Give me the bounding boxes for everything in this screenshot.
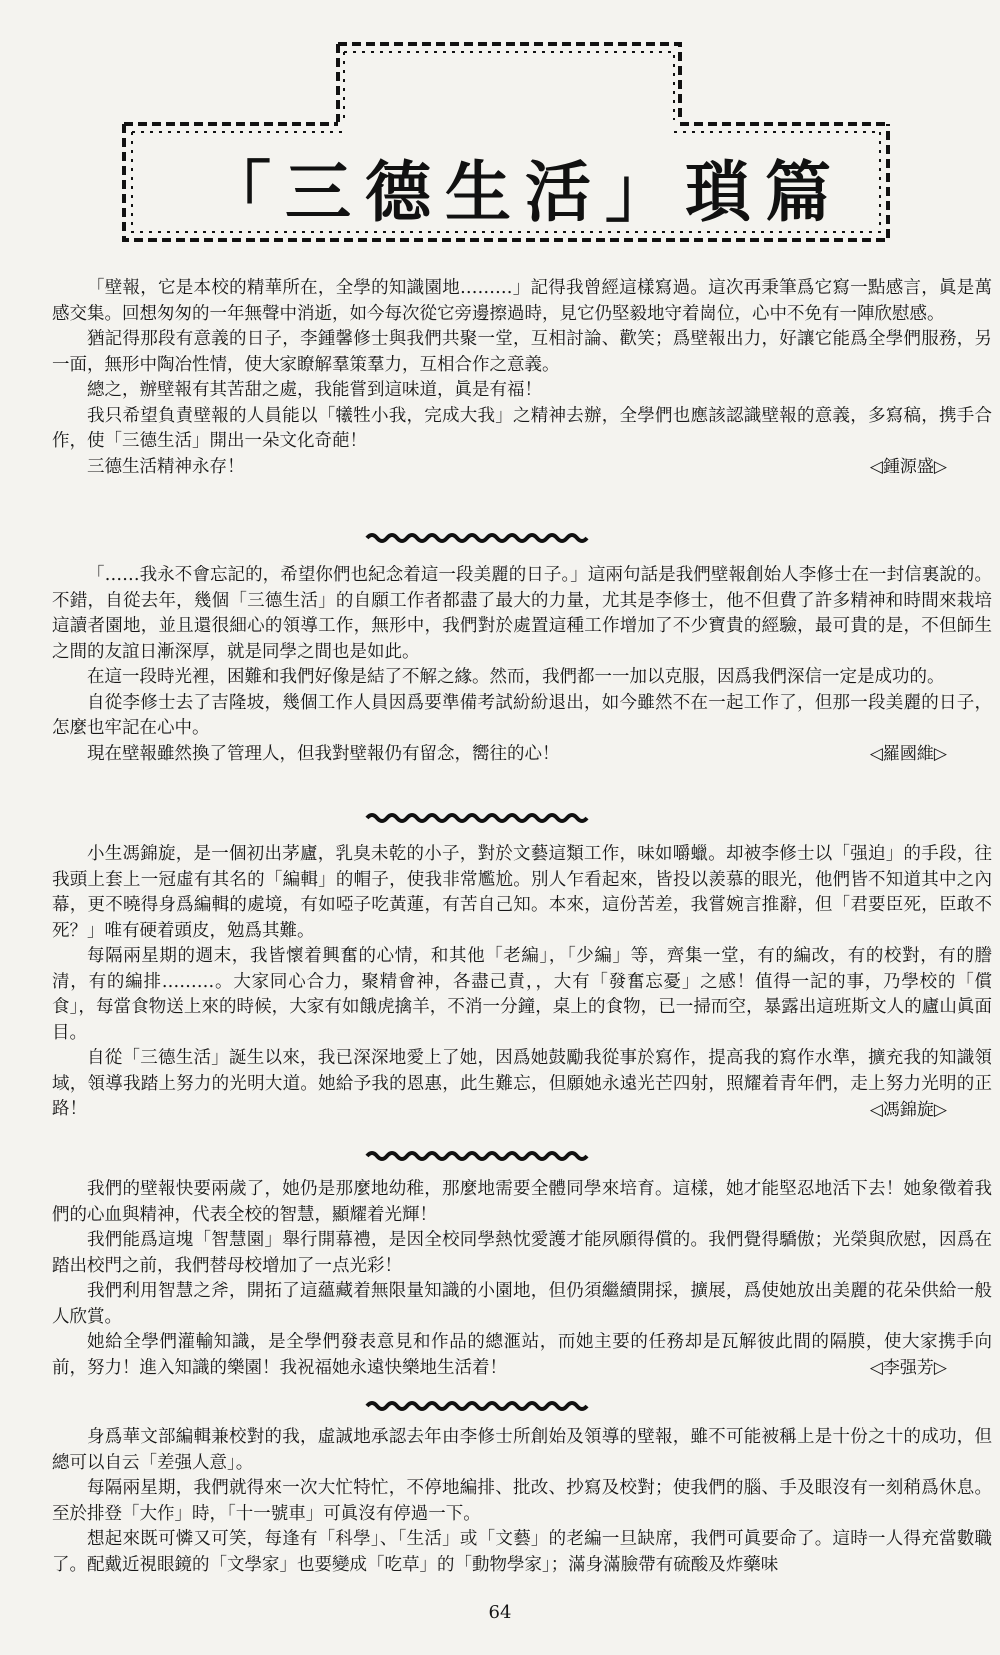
paragraph: 猶記得那段有意義的日子，李鍾馨修士與我們共聚一堂，互相討論、歡笑；爲壁報出力，好讓它能爲全學們服務，另一面，無形中陶冶性情，使大家瞭解羣策羣力，互相合作之意義。	[52, 329, 992, 375]
paragraph: 三德生活精神永存！	[87, 456, 245, 477]
paragraph: 自從李修士去了吉隆坡，幾個工作人員因爲要準備考試紛紛退出，如今雖然不在一起工作了，但那一段美麗的日子，怎麼也牢記在心中。	[52, 692, 992, 738]
wavy-divider	[365, 811, 595, 825]
paragraph: 「壁報，它是本校的精華所在，全學的知識園地………」記得我曾經這樣寫過。這次再秉筆爲它寫一點感言，眞是萬感交集。回想匆匆的一年無聲中消逝，如今每次從它旁邊擦過時，見它仍堅毅地守着崗位，心中不免有一陣欣慰感。	[52, 278, 992, 324]
article-section-4	[52, 1177, 992, 1381]
paragraph: 她給全學們灌輸知識，是全學們發表意見和作品的總滙站，而她主要的任務却是瓦解彼此間的隔膜，使大家携手向前，努力！進入知識的樂園！我祝福她永遠快樂地生活着！	[52, 1332, 992, 1378]
page-number: 64	[488, 1602, 512, 1623]
paragraph: 我們利用智慧之斧，開拓了這蘊藏着無限量知識的小園地，但仍須繼續開採，擴展，爲使她放出美麗的花朵供給一般人欣賞。	[52, 1281, 992, 1327]
article-section-2	[52, 563, 992, 767]
paragraph: 我只希望負責壁報的人員能以「犧牲小我，完成大我」之精神去辦，全學們也應該認識壁報的意義，多寫稿，携手合作，使「三德生活」開出一朵文化奇葩！	[52, 405, 992, 451]
paragraph: 現在壁報雖然換了管理人，但我對壁報仍有留念，嚮往的心！	[87, 743, 560, 764]
paragraph: 我們的壁報快要兩歲了，她仍是那麼地幼稚，那麼地需要全體同學來培育。這樣，她才能堅忍地活下去！她象徵着我們的心血與精神，代表全校的智慧，顯耀着光輝！	[52, 1179, 992, 1225]
wavy-divider	[365, 531, 595, 545]
wavy-divider	[365, 1149, 595, 1163]
paragraph: 每隔兩星期，我們就得來一次大忙特忙，不停地編排、批改、抄寫及校對；使我們的腦、手及眼沒有一刻稍爲休息。至於排登「大作」時，「十一號車」可眞沒有停過一下。	[52, 1478, 992, 1524]
author-signature: ◁鍾源盛▷	[869, 457, 947, 477]
author-signature: ◁羅國維▷	[869, 744, 947, 764]
paragraph: 我們能爲這塊「智慧園」舉行開幕禮，是因全校同學熱忱愛護才能夙願得償的。我們覺得驕傲；光榮與欣慰，因爲在踏出校門之前，我們替母校增加了一点光彩！	[52, 1230, 992, 1276]
wavy-divider	[365, 1399, 595, 1413]
paragraph: 小生馮錦旋，是一個初出茅廬，乳臭未乾的小子，對於文藝這類工作，味如嚼蠟。却被李修士以「强迫」的手段，往我頭上套上一冠虛有其名的「編輯」的帽子，使我非常尷尬。別人乍看起來，皆投以羨慕的眼光，他們皆不知道其中之內幕，更不曉得身爲編輯的處境，有如啞子吃黃蓮，有苦自己知。本來，這份苦差，我嘗婉言推辭，但「君要臣死，臣敢不死？」唯有硬着頭皮，勉爲其難。	[52, 844, 992, 941]
paragraph: 每隔兩星期的週末，我皆懷着興奮的心情，和其他「老編」，「少編」等，齊集一堂，有的編改，有的校對，有的謄清，有的編排………。大家同心合力，聚精會神，各盡己責，，大有「發奮忘憂」之感！值得一記的事，乃學校的「償食」，每當食物送上來的時候，大家有如餓虎擒羊，不消一分鐘，桌上的食物，已一掃而空，暴露出這班斯文人的廬山眞面目。	[52, 946, 992, 1043]
paragraph: 在這一段時光裡，困難和我們好像是結了不解之緣。然而，我們都一一加以克服，因爲我們深信一定是成功的。	[87, 667, 945, 687]
paragraph: 身爲華文部編輯兼校對的我，虛誠地承認去年由李修士所創始及領導的壁報，雖不可能被稱上是十份之十的成功，但總可以自云「差强人意」。	[52, 1427, 992, 1473]
article-section-1	[52, 276, 992, 480]
author-signature: ◁李强芳▷	[869, 1358, 947, 1378]
page-title: 「三德生活」瑣篇	[205, 154, 845, 231]
paragraph: 自從「三德生活」誕生以來，我已深深地愛上了她，因爲她鼓勵我從事於寫作，提高我的寫作水準，擴充我的知識領域，領導我踏上努力的光明大道。她給予我的恩惠，此生難忘，但願她永遠光芒四射，照耀着青年們，走上努力光明的正路！	[52, 1048, 992, 1119]
paragraph: 想起來既可憐又可笑，每逢有「科學」、「生活」或「文藝」的老編一旦缺席，我們可眞要命了。這時一人得充當數職了。配戴近視眼鏡的「文學家」也要變成「吃草」的「動物學家」；滿身滿臉帶有硫酸及炸藥味	[52, 1529, 992, 1575]
paragraph: 「……我永不會忘記的，希望你們也紀念着這一段美麗的日子。」這兩句話是我們壁報創始人李修士在一封信裏說的。不錯，自從去年，幾個「三德生活」的自願工作者都盡了最大的力量，尤其是李修士，他不但費了許多精神和時間來栽培這讀者園地，並且還很細心的領導工作，無形中，我們對於處置這種工作增加了不少寶貴的經驗，最可貴的是，不但師生之間的友誼日漸深厚，就是同學之間也是如此。	[52, 565, 992, 662]
article-section-3	[52, 842, 992, 1123]
article-section-5	[52, 1425, 992, 1578]
paragraph: 總之，辦壁報有其苦甜之處，我能嘗到這味道，眞是有福！	[87, 380, 542, 400]
author-signature: ◁馮錦旋▷	[869, 1099, 947, 1120]
